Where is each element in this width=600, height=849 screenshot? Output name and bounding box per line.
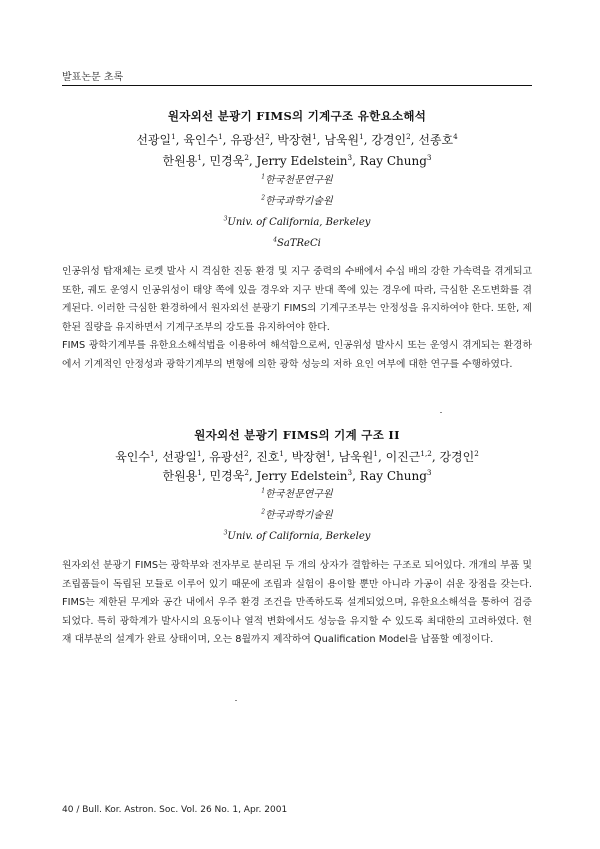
affiliation-line (62, 233, 532, 254)
affiliation-name: SaTReCi (277, 238, 321, 249)
author-affiliation-mark: 1,2 (420, 449, 432, 458)
author-name: 민경욱 (209, 469, 245, 483)
author-affiliation-mark: 2 (244, 153, 249, 162)
abstract1-body (62, 263, 532, 375)
affiliation-line (62, 191, 532, 212)
abstract2-affiliations (62, 484, 532, 547)
author-name: 박장현 (291, 450, 327, 464)
affiliation-line (62, 505, 532, 526)
abstract2-authors-line1: 육인수$^1$, 선광일$^1$, 유광선$^2$, 진호$^1$, 박장현$^1$, 남욱원$^1$, 이진근$^{1,2}$, 강경인$^2$ (115, 449, 479, 464)
author-name: 육인수 (115, 450, 150, 464)
affiliation-name: Univ. of California, Berkeley (227, 531, 371, 542)
author-affiliation-mark: 4 (453, 132, 458, 141)
affiliation-line (62, 212, 532, 233)
scan-speck (235, 700, 237, 701)
author-affiliation-mark: 1 (218, 132, 223, 141)
affiliation-name: 한국과학기술원 (265, 196, 333, 207)
author-affiliation-mark: 3 (426, 468, 432, 477)
author-name: 강경인 (371, 133, 407, 147)
author-affiliation-mark: 1 (171, 132, 176, 141)
abstract1-authors-line2: 한원용$^1$, 민경욱$^2$, Jerry Edelstein$^3$, Ray Chung$^3$ (162, 153, 432, 168)
affiliation-mark: 2 (261, 508, 266, 516)
section-label: 발표논문 초록 (62, 72, 124, 83)
author-affiliation-mark: 3 (426, 153, 432, 162)
author-affiliation-mark: 1 (312, 132, 317, 141)
affiliation-mark: 4 (273, 236, 278, 244)
abstract1-authors-line1: 선광일$^1$, 육인수$^1$, 유광선$^2$, 박장현$^1$, 남욱원$^1$, 강경인$^2$, 선종호$^4$ (136, 132, 458, 147)
author-name: 이진근 (385, 450, 421, 464)
author-name: Ray Chung (359, 469, 427, 483)
author-name: 강경인 (439, 450, 475, 464)
author-name: 한원용 (162, 469, 198, 483)
author-name: 유광선 (230, 133, 266, 147)
author-name: 박장현 (277, 133, 313, 147)
footer-citation: 40 / Bull. Kor. Astron. Soc. Vol. 26 No. 1, Apr. 2001 (62, 805, 288, 815)
author-name: 남욱원 (324, 133, 360, 147)
author-name: 선종호 (418, 133, 454, 147)
abstract2-paragraph1: 원자외선 분광기 FIMS는 광학부와 전자부로 분리된 두 개의 상자가 결합하는 구조로 되어있다. 개개의 부품 및 조립품들이 독립된 모듈로 이루어 있기 때문에 조립과 실험이 용이할 뿐만 아니라 가공이 쉬운 장점을 갖는다. FIMS는 제한된 무게와 공간 내에서 우주 환경 조건을 만족하도록 설계되었으며, 유한요소해석을 통하여 검증되었다. 특히 광학계가 발사시의 요동이나 열적 변화에서도 성능을 유지할 수 있도록 최대한의 고려하였다. 현재 대부분의 설계가 완료 상태이며, 오는 8월까지 제작하여 Qualification Model을 납품할 예정이다. (62, 560, 532, 646)
author-affiliation-mark: 1 (196, 449, 202, 458)
author-name: 진호 (256, 450, 280, 464)
abstract1-affiliations (62, 170, 532, 254)
affiliation-line (62, 484, 532, 505)
abstract1-paragraph2: FIMS 광학기계부를 유한요소해석법을 이용하여 해석함으로써, 인공위성 발사시 또는 운영시 겪게되는 환경하에서 기계적인 안정성과 광학기계부의 변형에 의한 광학 성능의 저하 요인 여부에 대한 연구를 수행하였다. (62, 340, 532, 370)
author-affiliation-mark: 3 (347, 468, 353, 477)
author-name: Ray Chung (359, 154, 427, 168)
author-affiliation-mark: 1 (197, 468, 202, 477)
affiliation-line (62, 170, 532, 191)
affiliation-mark: 1 (261, 487, 266, 495)
abstract1-paragraph1: 인공위성 탑재체는 로켓 발사 시 격심한 진동 환경 및 지구 중력의 수배에서 수십 배의 강한 가속력을 겪게되고 또한, 궤도 운영시 인공위성이 태양 쪽에 있을 경우와 지구 반대 쪽에 있는 경우에 따라, 극심한 온도변화를 겪게된다. 이러한 극심한 환경하에서 원자외선 분광기 FIMS의 기계구조부는 안정성을 유지하여야 한다. 또한, 제한된 질량을 유지하면서 기계구조부의 강도를 유지하여야 한다. (62, 266, 532, 333)
header-rule (62, 85, 532, 86)
author-affiliation-mark: 1 (359, 132, 364, 141)
author-name: 선광일 (136, 133, 172, 147)
affiliation-mark: 3 (223, 529, 228, 537)
author-affiliation-mark: 2 (265, 132, 270, 141)
affiliation-name: Univ. of California, Berkeley (227, 217, 371, 228)
author-affiliation-mark: 1 (326, 449, 331, 458)
author-name: 한원용 (162, 154, 198, 168)
author-affiliation-mark: 1 (373, 449, 378, 458)
affiliation-mark: 3 (223, 215, 228, 223)
affiliation-mark: 1 (261, 173, 266, 181)
affiliation-mark: 2 (261, 194, 266, 202)
author-affiliation-mark: 2 (406, 132, 411, 141)
affiliation-name: 한국천문연구원 (265, 175, 333, 186)
author-name: Jerry Edelstein (256, 154, 348, 168)
author-affiliation-mark: 1 (197, 153, 202, 162)
abstract1-title: 원자외선 분광기 FIMS의 기계구조 유한요소해석 (167, 109, 427, 123)
author-affiliation-mark: 2 (474, 449, 479, 458)
author-affiliation-mark: 1 (279, 449, 284, 458)
author-name: 육인수 (183, 133, 219, 147)
affiliation-name: 한국천문연구원 (265, 489, 333, 500)
abstract2-body (62, 557, 532, 650)
abstract2-authors-line2: 한원용$^1$, 민경욱$^2$, Jerry Edelstein$^3$, Ray Chung$^3$ (162, 468, 432, 483)
author-affiliation-mark: 3 (347, 153, 353, 162)
author-name: Jerry Edelstein (256, 469, 348, 483)
author-name: 남욱원 (338, 450, 374, 464)
author-affiliation-mark: 2 (244, 468, 249, 477)
affiliation-name: 한국과학기술원 (265, 510, 333, 521)
author-name: 선광일 (162, 450, 197, 464)
author-name: 유광선 (209, 450, 244, 464)
scan-speck (440, 412, 442, 413)
author-affiliation-mark: 2 (243, 449, 249, 458)
affiliation-line (62, 526, 532, 547)
author-affiliation-mark: 1 (149, 449, 155, 458)
author-name: 민경욱 (209, 154, 245, 168)
abstract2-title: 원자외선 분광기 FIMS의 기계 구조 II (194, 428, 400, 442)
